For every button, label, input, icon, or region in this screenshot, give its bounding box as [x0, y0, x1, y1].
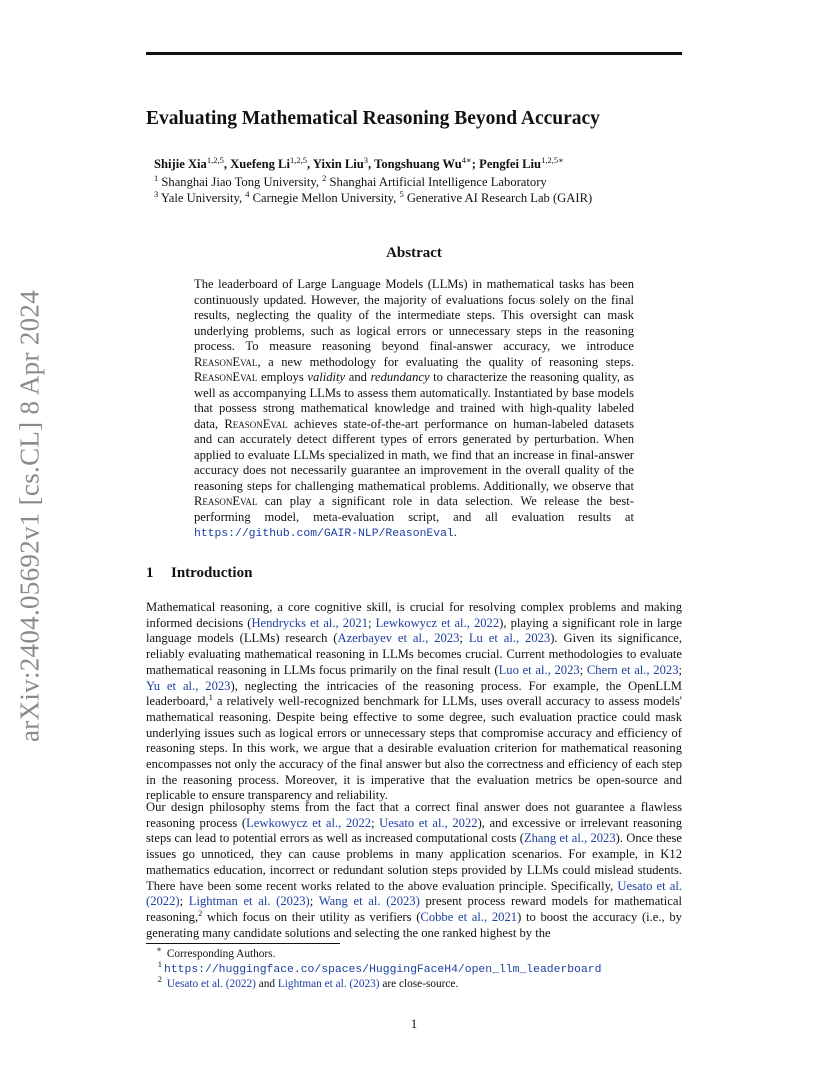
affiliations-line-2: $^3$ Yale University, $^4$ Carnegie Mellon University, $^5$ Generative AI Research Lab (GAIR)	[154, 189, 593, 205]
citation-link[interactable]: Wang et al. (2023)	[318, 894, 420, 909]
abstract-heading: Abstract	[386, 245, 442, 261]
section-heading: 1 Introduction	[146, 565, 253, 581]
citation-link[interactable]: Yu et al., 2023	[146, 678, 231, 693]
citation-link[interactable]: Luo et al., 2023	[498, 662, 580, 677]
citation-link[interactable]: Uesato et al., 2022	[379, 815, 478, 830]
citation-link[interactable]: Zhang et al., 2023	[523, 831, 616, 846]
author-name: Tongshuang Wu	[374, 157, 462, 171]
citation-link[interactable]: Uesato et al. (2022)	[166, 978, 256, 990]
citation-link[interactable]: Uesato et al. (2022)	[146, 878, 683, 909]
citation-link[interactable]: Lightman et al. (2023)	[188, 894, 310, 909]
method-name: ReasonEval	[224, 416, 288, 431]
method-name: ReasonEval	[194, 354, 258, 369]
author-name: Shijie Xia	[154, 157, 207, 171]
citation-link[interactable]: Lu et al., 2023	[468, 631, 551, 646]
footnote-corresponding: ∗ Corresponding Authors.	[156, 944, 276, 960]
citation-link[interactable]: Cobbe et al., 2021	[420, 909, 518, 924]
citation-link[interactable]: Azerbayev et al., 2023	[337, 631, 460, 646]
citation-link[interactable]: Lewkowycz et al., 2022	[246, 815, 372, 830]
repo-link[interactable]: https://github.com/GAIR-NLP/ReasonEval	[194, 528, 454, 540]
citation-link[interactable]: Hendrycks et al., 2021	[251, 615, 368, 630]
arxiv-stamp: arXiv:2404.05692v1 [cs.CL] 8 Apr 2024	[14, 289, 45, 743]
affiliations-line-1: $^1$ Shanghai Jiao Tong University, $^2$ Shanghai Artificial Intelligence Laboratory	[154, 173, 547, 189]
author-name: Yixin Liu	[312, 157, 364, 171]
intro-paragraph-1: Mathematical reasoning, a core cognitive skill, is crucial for resolving complex problems and making informed decisions (Hendrycks et al., 2021; Lewkowycz et al., 2022), playing a significant role in large language models (LLMs) research (Azerbayev et al., 2023; Lu et al., 2023). Given its significance, reliably evaluating mathematical reasoning in LLMs becomes crucial. Current methodologies to evaluate mathematical reasoning in LLMs focus primarily on the final result (Luo et al., 2023; Chern et al., 2023; Yu et al., 2023), neglecting the intricacies of the reasoning process. For example, the OpenLLM leaderboard,$^1$ a relatively well-recognized benchmark for LLMs, uses overall accuracy to assess models' mathematical reasoning. Despite being effective to some degree, such evaluation practice could mask underlying issues such as logical errors or unnecessary steps that compromise accuracy and efficiency of reasoning steps. In this work, we argue that a desirable evaluation criterion for mathematical reasoning encompasses not only the accuracy of the final answer but also the correctness and efficiency of each step in the reasoning process. Moreover, it is imperative that the evaluation metrics be open-source and replicable to ensure transparency and reliability.	[146, 600, 682, 803]
citation-link[interactable]: Chern et al., 2023	[586, 662, 679, 677]
footnote-rule	[146, 943, 340, 944]
paper-title: Evaluating Mathematical Reasoning Beyond Accuracy	[146, 108, 600, 129]
author-name: Xuefeng Li	[230, 157, 290, 171]
author-list: Shijie Xia$^{1,2,5}$, Xuefeng Li$^{1,2,5}$, Yixin Liu$^3$, Tongshuang $Wu^{4∗}$; Pengfei Liu$^{1,2,5∗}$	[154, 155, 564, 171]
page-number: 1	[410, 1016, 418, 1031]
abstract-body: The leaderboard of Large Language Models (LLMs) in mathematical tasks has been continuously updated. However, the majority of evaluations focus solely on the final results, neglecting the quality of the intermediate steps. This oversight can mask underlying problems, such as logical errors or unnecessary steps in the reasoning process. To measure reasoning beyond final-answer accuracy, we introduce ReasonEval, a new methodology for evaluating the quality of reasoning steps. ReasonEval employs validity and redundancy to characterize the reasoning quality, as well as accompanying LLMs to assess them automatically. Instantiated by base models that possess strong mathematical knowledge and trained with high-quality labeled data, ReasonEval achieves state-of-the-art performance on human-labeled datasets and can accurately detect different types of errors generated by perturbation. When applied to evaluate LLMs specialized in math, we find that an increase in final-answer accuracy does not necessarily guarantee an improvement in the overall quality of the reasoning steps for challenging mathematical problems. Additionally, we observe that ReasonEval can play a significant role in data selection. We release the best-performing model, meta-evaluation script, and all evaluation results at https://github.com/GAIR-NLP/ReasonEval.	[194, 277, 634, 540]
footnote-2: $^2$ Uesato et al. (2022) and Lightman et al. (2023) are close-source.	[157, 974, 459, 990]
method-name: ReasonEval	[194, 370, 258, 384]
method-name: ReasonEval	[194, 494, 258, 508]
citation-link[interactable]: Lightman et al. (2023)	[277, 978, 380, 990]
top-rule	[146, 52, 682, 55]
footnote-ref[interactable]: 1	[208, 692, 213, 703]
footnote-ref[interactable]: 2	[198, 907, 203, 918]
intro-paragraph-2: Our design philosophy stems from the fact that a correct final answer does not guarantee a flawless reasoning process (Lewkowycz et al., 2022; Uesato et al., 2022), and excessive or irrelevant reasoning steps can lead to potential errors as well as increased computational costs (Zhang et al., 2023). Once these issues go unnoticed, they can cause problems in many application scenarios. For example, in K12 mathematics education, incorrect or redundant solution steps provided by LLMs could mislead students. There have been some recent works related to the above evaluation principle. Specifically, Uesato et al. (2022); Lightman et al. (2023); Wang et al. (2023) present process reward models for mathematical reasoning,$^2$ which focus on their utility as verifiers (Cobbe et al., 2021) to boost the accuracy (i.e., by generating many candidate solutions and selecting the one ranked highest by the	[146, 800, 683, 940]
author-name: Pengfei Liu	[479, 157, 542, 171]
leaderboard-link[interactable]: https://huggingface.co/spaces/HuggingFaceH4/open_llm_leaderboard	[164, 964, 602, 976]
footnote-1: $^1$ https://huggingface.co/spaces/HuggingFaceH4/open_llm_leaderboard	[157, 959, 602, 976]
citation-link[interactable]: Lewkowycz et al., 2022	[375, 615, 500, 630]
